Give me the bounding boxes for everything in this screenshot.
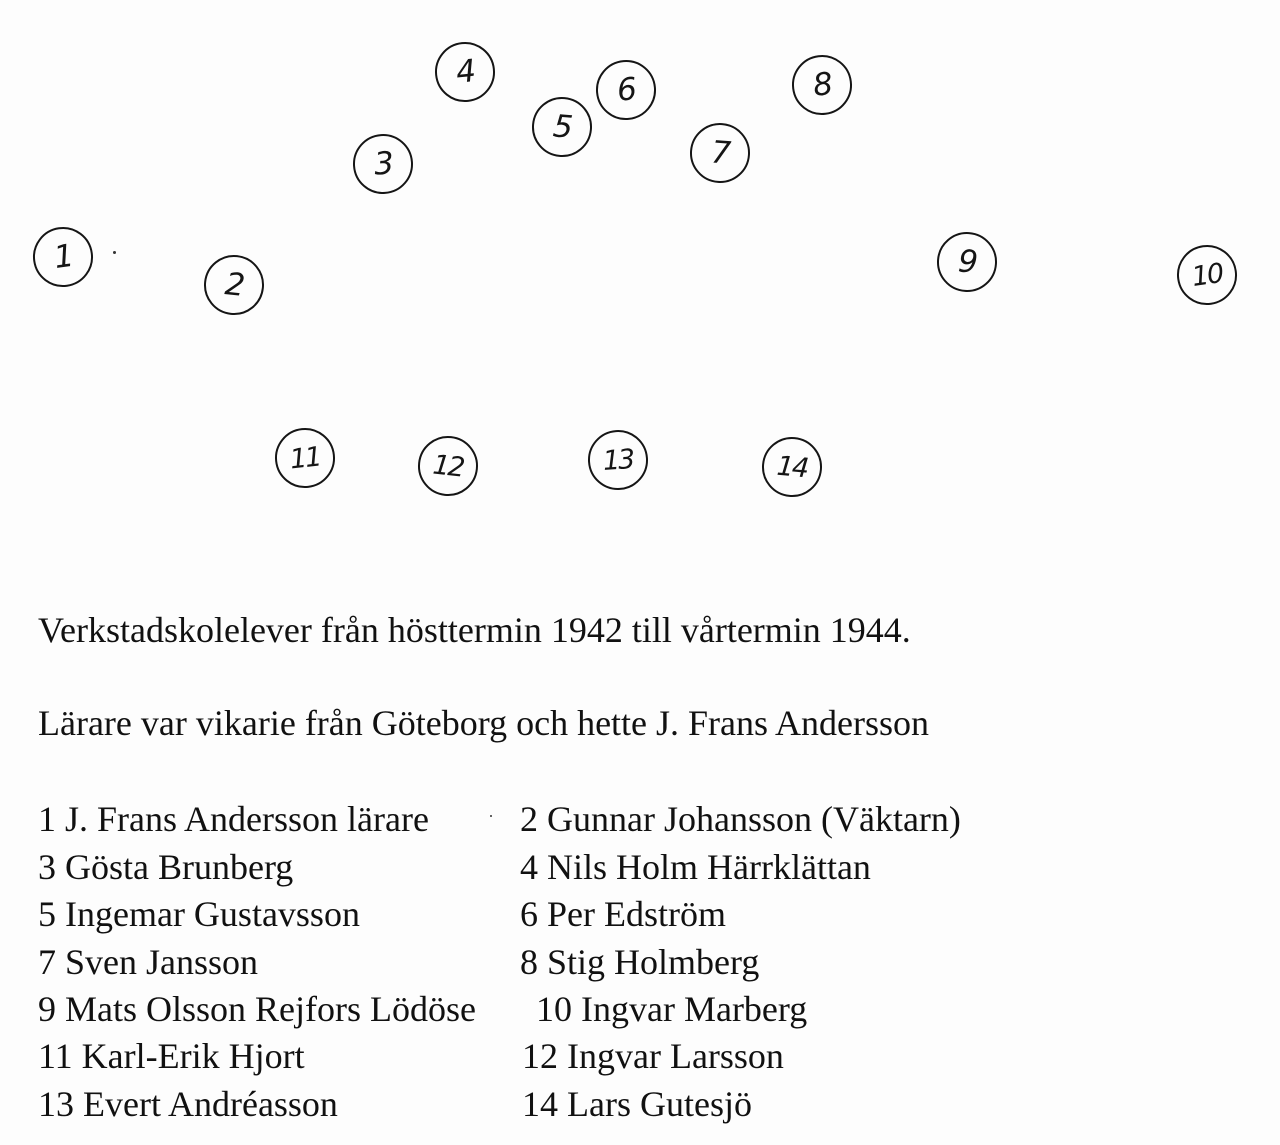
position-marker-9: 9 bbox=[935, 230, 999, 294]
position-marker-7: 7 bbox=[688, 121, 752, 185]
position-marker-6: 6 bbox=[593, 57, 658, 122]
name-entry-5: 5 Ingemar Gustavsson bbox=[38, 894, 360, 934]
position-marker-13: 13 bbox=[586, 428, 650, 492]
name-entry-8: 8 Stig Holmberg bbox=[520, 942, 760, 982]
scan-speck bbox=[113, 251, 116, 254]
position-marker-4: 4 bbox=[432, 39, 498, 105]
position-marker-11: 11 bbox=[272, 425, 338, 491]
name-entry-4: 4 Nils Holm Härrklättan bbox=[520, 847, 871, 887]
name-entry-7: 7 Sven Jansson bbox=[38, 942, 259, 982]
teacher-note: Lärare var vikarie från Göteborg och hette J. Frans Andersson bbox=[38, 703, 930, 743]
name-entry-9: 9 Mats Olsson Rejfors Lödöse bbox=[38, 989, 476, 1029]
caption-text: Verkstadskolelever från hösttermin 1942 till vårtermin 1944. bbox=[38, 610, 911, 650]
name-entry-2: 2 Gunnar Johansson (Väktarn) bbox=[520, 799, 961, 839]
name-entry-1: 1 J. Frans Andersson lärare bbox=[38, 799, 429, 839]
position-marker-5: 5 bbox=[529, 94, 594, 159]
name-entry-10: 10 Ingvar Marberg bbox=[536, 989, 808, 1029]
position-marker-10: 10 bbox=[1173, 241, 1241, 309]
position-marker-14: 14 bbox=[759, 434, 824, 499]
name-entry-6: 6 Per Edström bbox=[520, 894, 726, 934]
name-entry-14: 14 Lars Gutesjö bbox=[522, 1084, 752, 1124]
position-marker-12: 12 bbox=[415, 433, 481, 499]
scan-speck bbox=[490, 815, 492, 817]
position-marker-3: 3 bbox=[351, 132, 415, 196]
name-entry-11: 11 Karl-Erik Hjort bbox=[38, 1036, 305, 1076]
name-entry-3: 3 Gösta Brunberg bbox=[38, 847, 294, 887]
position-marker-2: 2 bbox=[201, 252, 267, 318]
name-entry-13: 13 Evert Andréasson bbox=[38, 1084, 338, 1124]
name-entry-12: 12 Ingvar Larsson bbox=[522, 1036, 784, 1076]
position-marker-8: 8 bbox=[789, 52, 856, 119]
position-marker-1: 1 bbox=[29, 223, 97, 291]
